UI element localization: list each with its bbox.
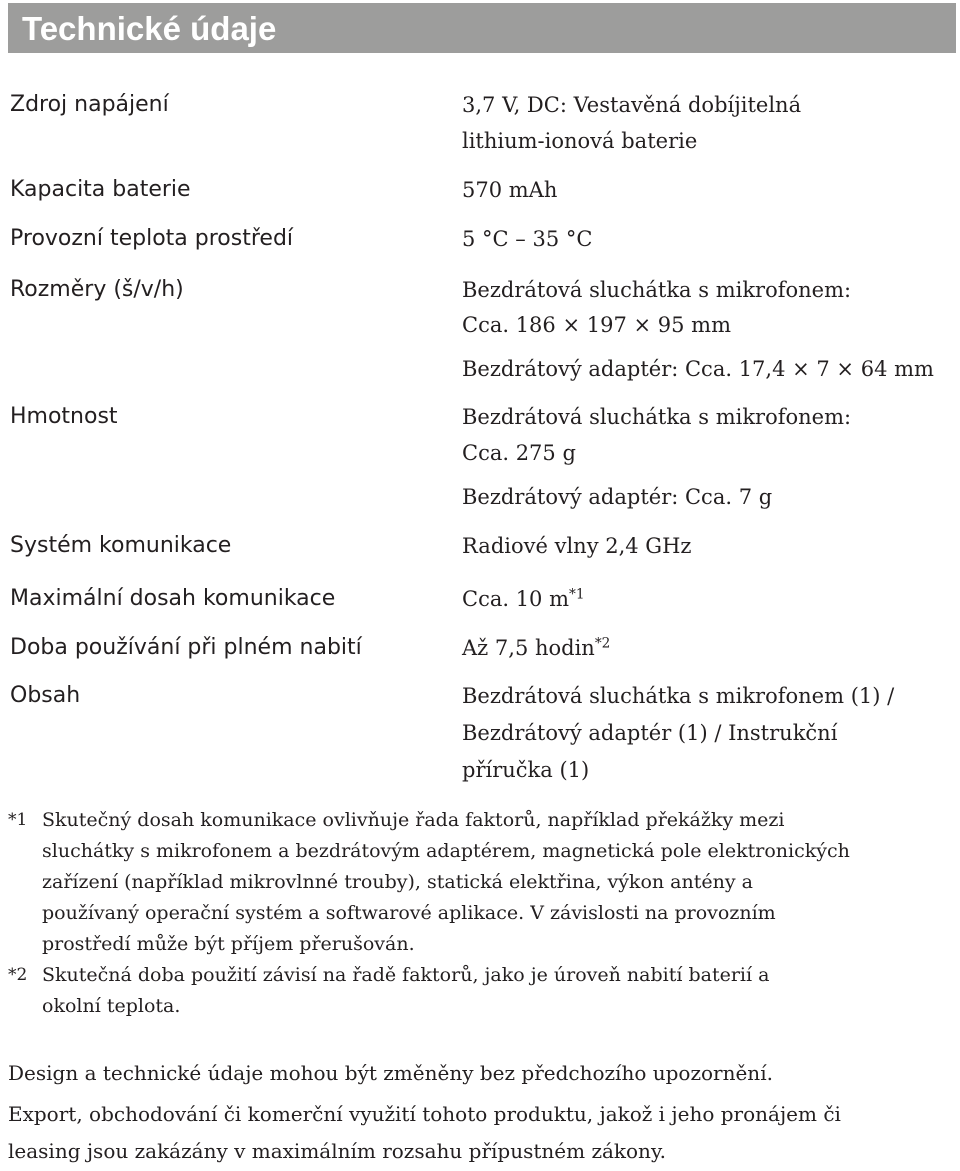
footnote-line: používaný operační systém a softwarové aplikace. V závislosti na provozním	[42, 902, 776, 924]
spec-value-contents-line1: Bezdrátová sluchátka s mikrofonem (1) /	[462, 684, 895, 708]
spec-value-weight-line3: Bezdrátový adaptér: Cca. 7 g	[462, 485, 773, 509]
footnote-line: zařízení (například mikrovlnné trouby), statická elektřina, výkon antény a	[42, 871, 753, 893]
spec-label-communication: Systém komunikace	[10, 533, 232, 558]
footnote-ref-2: *2	[594, 635, 611, 652]
footnote-ref-1: *1	[569, 586, 585, 603]
spec-value-weight-line2: Cca. 275 g	[462, 441, 576, 465]
spec-value-power-line1: 3,7 V, DC: Vestavěná dobíjitelná	[462, 93, 802, 117]
footnote-line: Skutečná doba použití závisí na řadě faktorů, jako je úroveň nabití baterií a	[42, 964, 770, 986]
spec-value-range	[462, 584, 585, 614]
spec-value-contents-line2: Bezdrátový adaptér (1) / Instrukční	[462, 721, 838, 745]
spec-label-power: Zdroj napájení	[10, 92, 169, 117]
spec-value-dimensions-line2: Cca. 186 × 197 × 95 mm	[462, 313, 731, 337]
spec-value-contents-line3: příručka (1)	[462, 758, 590, 782]
spec-label-range: Maximální dosah komunikace	[10, 586, 336, 611]
spec-label-usage: Doba používání při plném nabití	[10, 635, 362, 660]
spec-value-battery: 570 mAh	[462, 178, 558, 202]
footnotes	[8, 805, 958, 1022]
spec-value-communication: Radiové vlny 2,4 GHz	[462, 534, 692, 558]
spec-value-usage-text: Až 7,5 hodin	[462, 636, 595, 660]
export-notice-line2: leasing jsou zakázány v maximálním rozsahu přípustném zákony.	[8, 1139, 666, 1163]
footnote-line: prostředí může být příjem přerušován.	[42, 933, 415, 955]
footnote-line: sluchátky s mikrofonem a bezdrátovým adaptérem, magnetická pole elektronických	[42, 840, 850, 862]
spec-label-battery: Kapacita baterie	[10, 177, 191, 202]
page-title: Technické údaje	[22, 10, 277, 47]
spec-value-weight-line1: Bezdrátová sluchátka s mikrofonem:	[462, 405, 852, 429]
spec-value-dimensions-line3: Bezdrátový adaptér: Cca. 17,4 × 7 × 64 mm	[462, 357, 934, 381]
footnote-mark-2: *2	[8, 965, 28, 985]
footnote-1	[8, 805, 958, 960]
spec-label-weight: Hmotnost	[10, 404, 118, 429]
spec-value-power-line2: lithium-ionová baterie	[462, 129, 698, 153]
design-notice: Design a technické údaje mohou být změněny bez předchozího upozornění.	[8, 1061, 773, 1085]
export-notice-line1: Export, obchodování či komerční využití tohoto produktu, jakož i jeho pronájem či	[8, 1102, 841, 1126]
spec-label-temperature: Provozní teplota prostředí	[10, 226, 294, 251]
footnote-line: okolní teplota.	[42, 995, 181, 1017]
spec-value-dimensions-line1: Bezdrátová sluchátka s mikrofonem:	[462, 278, 852, 302]
footnote-line: Skutečný dosah komunikace ovlivňuje řada faktorů, například překážky mezi	[42, 809, 785, 831]
spec-value-temperature: 5 °C – 35 °C	[462, 227, 593, 251]
footnote-mark-1: *1	[8, 810, 28, 830]
section-header	[8, 3, 956, 53]
spec-value-usage	[462, 633, 610, 663]
spec-label-dimensions: Rozměry (š/v/h)	[10, 277, 184, 302]
footnote-2	[8, 960, 958, 1022]
spec-label-contents: Obsah	[10, 683, 81, 708]
spec-value-range-text: Cca. 10 m	[462, 587, 570, 611]
